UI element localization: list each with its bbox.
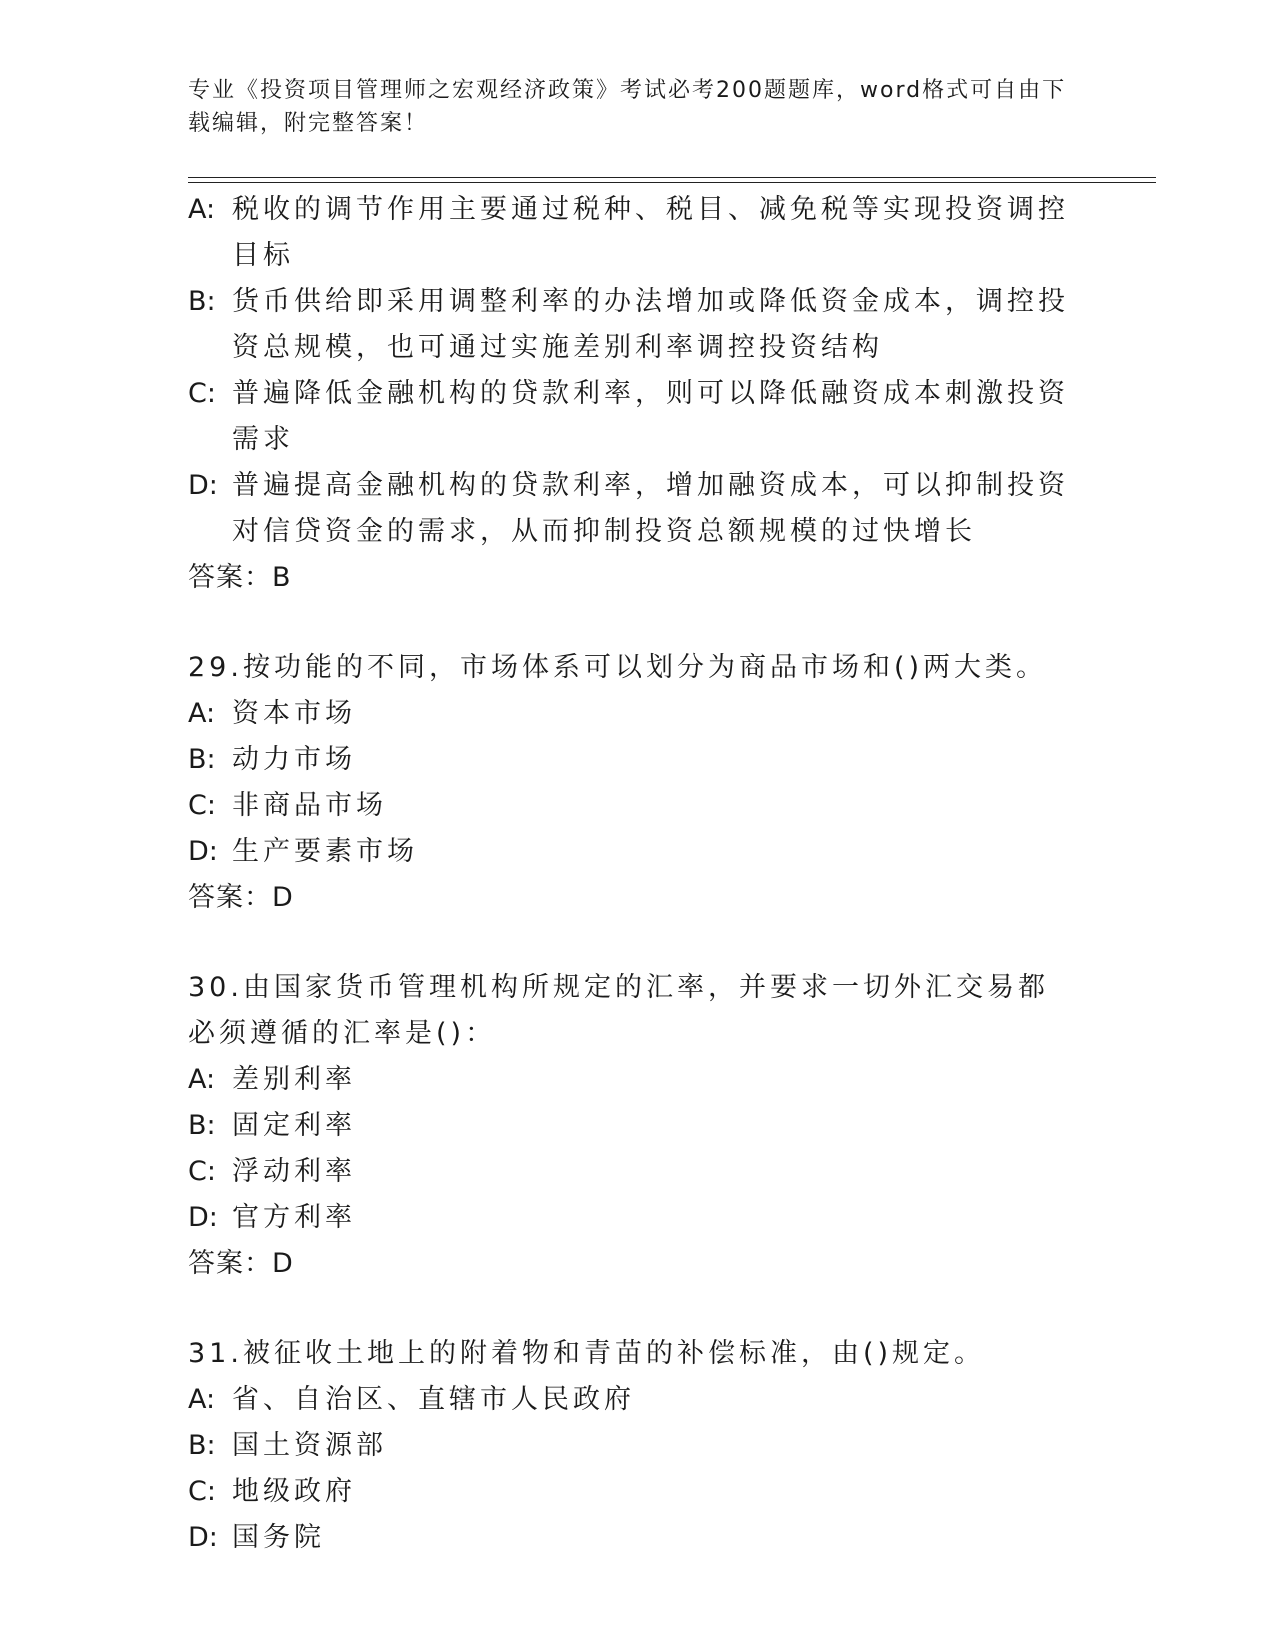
option-c: [188, 371, 1078, 463]
option-label: C:: [188, 378, 216, 409]
option-label: B:: [188, 286, 216, 317]
option-text: 普遍提高金融机构的贷款利率，增加融资成本，可以抑制投资对信贷资金的需求，从而抑制投资总额规模的过快增长: [232, 470, 1069, 547]
option-a: [188, 1377, 1078, 1423]
option-text: 国务院: [232, 1522, 325, 1553]
option-label: D:: [188, 1522, 218, 1553]
option-label: B:: [188, 1430, 216, 1461]
option-c: [188, 783, 1078, 829]
option-b: [188, 737, 1078, 783]
question-stem: 31.被征收土地上的附着物和青苗的补偿标准，由()规定。: [188, 1338, 986, 1369]
answer-value: D: [272, 1248, 293, 1279]
option-label: C:: [188, 1156, 216, 1187]
option-a: [188, 1057, 1078, 1103]
question-29: [188, 645, 1078, 921]
header-divider-bottom: [188, 182, 1156, 183]
option-label: A:: [188, 1064, 216, 1095]
option-text: 货币供给即采用调整利率的办法增加或降低资金成本，调控投资总规模，也可通过实施差别利率调控投资结构: [232, 286, 1069, 363]
option-label: A:: [188, 194, 216, 225]
option-a: [188, 691, 1078, 737]
option-d: [188, 463, 1078, 555]
question-30: [188, 965, 1078, 1287]
option-d: [188, 1195, 1078, 1241]
question-stem: 29.按功能的不同，市场体系可以划分为商品市场和()两大类。: [188, 652, 1048, 683]
option-label: B:: [188, 744, 216, 775]
answer-value: D: [272, 882, 293, 913]
question-28-continued: [188, 187, 1078, 601]
option-label: A:: [188, 1384, 216, 1415]
option-text: 国土资源部: [232, 1430, 387, 1461]
option-b: [188, 1103, 1078, 1149]
option-text: 普遍降低金融机构的贷款利率，则可以降低融资成本刺激投资需求: [232, 378, 1069, 455]
option-b: [188, 279, 1078, 371]
option-text: 差别利率: [232, 1064, 356, 1095]
document-header: 专业《投资项目管理师之宏观经济政策》考试必考200题题库，word格式可自由下载编辑，附完整答案！: [188, 78, 1067, 136]
answer-label: 答案：: [188, 562, 272, 593]
option-text: 浮动利率: [232, 1156, 356, 1187]
option-label: D:: [188, 836, 218, 867]
answer-label: 答案：: [188, 1248, 272, 1279]
header-divider-top: [188, 177, 1156, 178]
option-text: 省、自治区、直辖市人民政府: [232, 1384, 635, 1415]
question-stem: 30.由国家货币管理机构所规定的汇率，并要求一切外汇交易都必须遵循的汇率是()：: [188, 972, 1049, 1049]
option-text: 动力市场: [232, 744, 356, 775]
option-d: [188, 1515, 1078, 1561]
question-31: [188, 1331, 1078, 1561]
option-text: 税收的调节作用主要通过税种、税目、减免税等实现投资调控目标: [232, 194, 1069, 271]
answer-value: B: [272, 562, 291, 593]
option-text: 生产要素市场: [232, 836, 418, 867]
option-c: [188, 1149, 1078, 1195]
option-label: C:: [188, 1476, 216, 1507]
option-b: [188, 1423, 1078, 1469]
answer-line: [188, 875, 1078, 921]
option-label: C:: [188, 790, 216, 821]
option-c: [188, 1469, 1078, 1515]
option-label: B:: [188, 1110, 216, 1141]
question-list: [188, 187, 1078, 1561]
answer-line: [188, 1241, 1078, 1287]
option-text: 非商品市场: [232, 790, 387, 821]
option-text: 资本市场: [232, 698, 356, 729]
option-label: D:: [188, 1202, 218, 1233]
option-label: A:: [188, 698, 216, 729]
option-text: 地级政府: [232, 1476, 356, 1507]
option-text: 官方利率: [232, 1202, 356, 1233]
option-text: 固定利率: [232, 1110, 356, 1141]
option-d: [188, 829, 1078, 875]
answer-label: 答案：: [188, 882, 272, 913]
answer-line: [188, 555, 1078, 601]
option-a: [188, 187, 1078, 279]
option-label: D:: [188, 470, 218, 501]
